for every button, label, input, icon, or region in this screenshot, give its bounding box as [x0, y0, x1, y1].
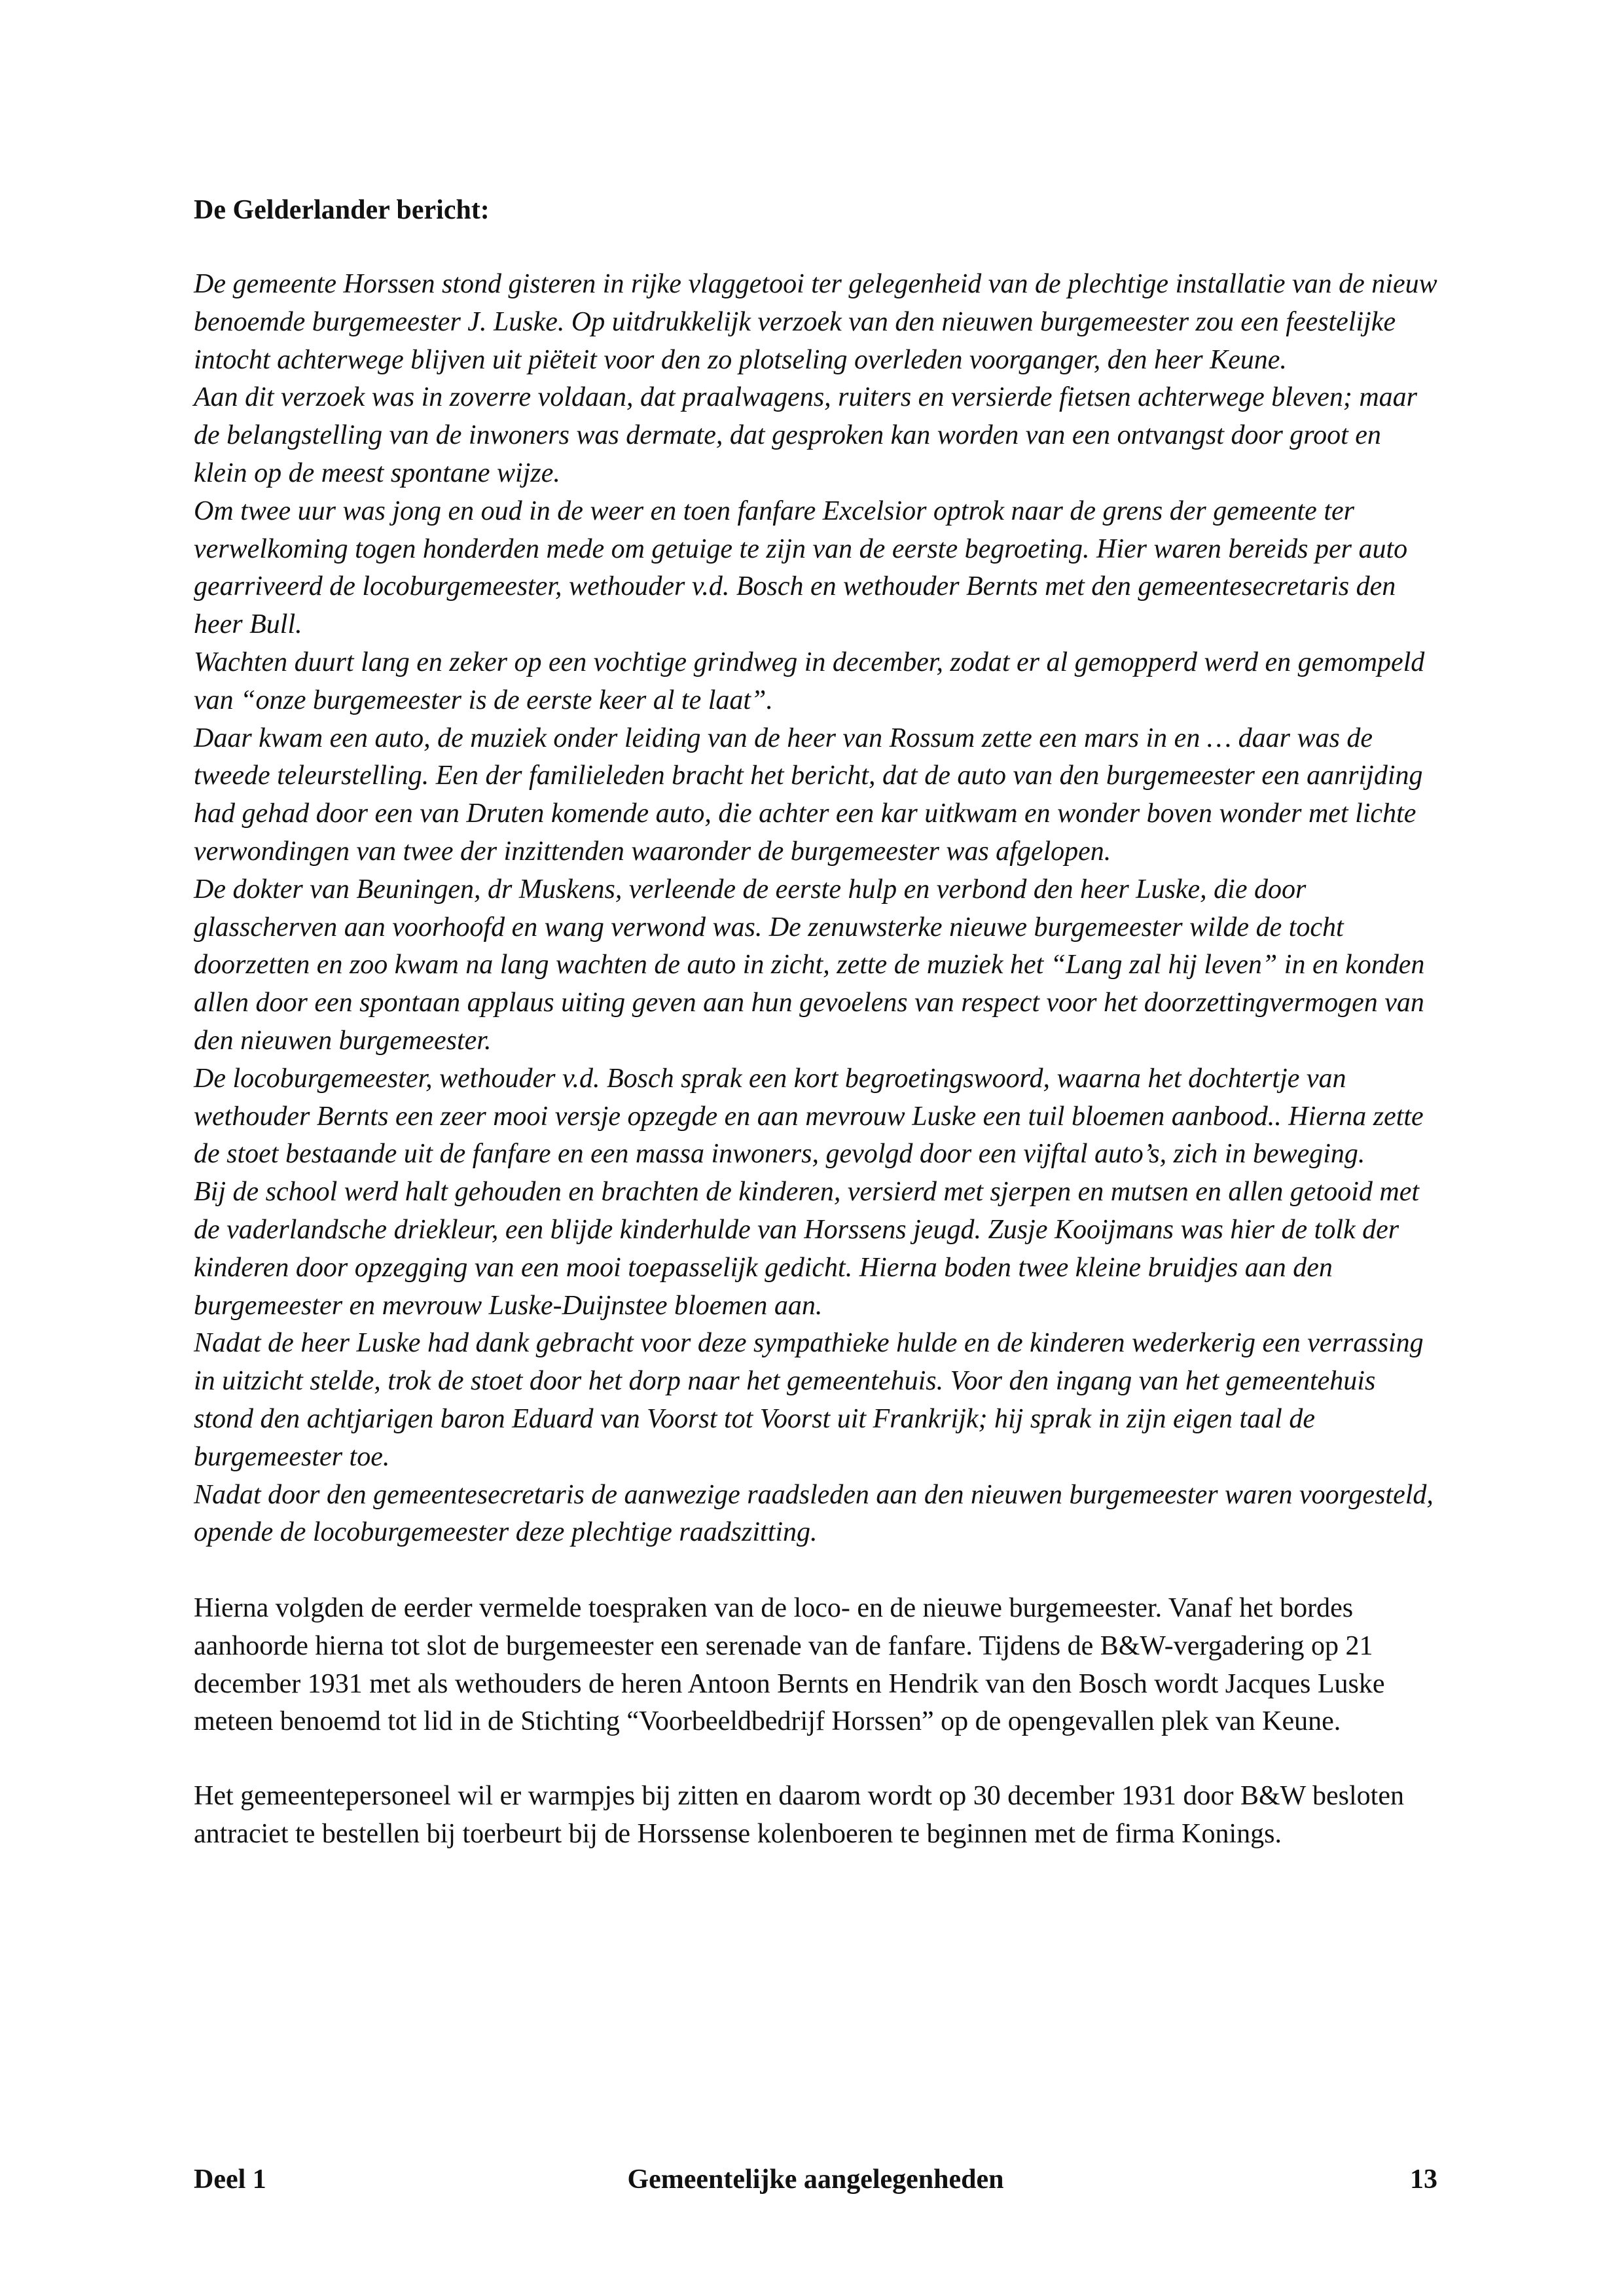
body-paragraph: Het gemeentepersoneel wil er warmpjes bij zitten en daarom wordt op 30 december 1931 door B&W besloten antraciet te bestellen bij toerbeurt bij de Horssense kolenboeren te beginnen met de firma Konings. — [194, 1781, 1404, 1850]
page-footer — [194, 2160, 1437, 2199]
body-paragraph: Hierna volgden de eerder vermelde toespraken van de loco- en de nieuwe burgemeester. Vanaf het bordes aanhoorde hierna tot slot de burgemeester een serenade van de fanfare. Tijdens de B&W-vergadering op 21 december 1931 met als wethouders de heren Antoon Bernts en Hendrik van den Bosch wordt Jacques Luske meteen benoemd tot lid in de Stichting “Voorbeeldbedrijf Horssen” op de opengevallen plek van Keune. — [194, 1593, 1385, 1737]
article-paragraph: Aan dit verzoek was in zoverre voldaan, dat praalwagens, ruiters en versierde fietsen achterwege bleven; maar de belangstelling van de inwoners was dermate, dat gesproken kan worden van een ontvangst door groot en klein op de meest spontane wijze. — [194, 382, 1418, 488]
article-paragraph: Daar kwam een auto, de muziek onder leiding van de heer van Rossum zette een mars in en … daar was de tweede teleurstelling. Een der familieleden bracht het bericht, dat de auto van den burgemeester een aanrijding had gehad door een van Druten komende auto, die achter een kar uitkwam en wonder boven wonder met lichte verwondingen van twee der inzittenden waaronder de burgemeester was afgelopen. — [194, 723, 1423, 867]
footer-part-label: Deel 1 — [194, 2164, 266, 2195]
page-heading: De Gelderlander bericht: — [194, 195, 490, 225]
article-paragraph: De dokter van Beuningen, dr Muskens, verleende de eerste hulp en verbond den heer Luske, die door glasscherven aan voorhoofd en wang verwond was. De zenuwsterke nieuwe burgemeester wilde de tocht doorzetten en zoo kwam na lang wachten de auto in zicht, zette de muziek het “Lang zal hij leven” in en konden allen door een spontaan applaus uiting geven aan hun gevoelens van respect voor het doorzettingvermogen van den nieuwen burgemeester. — [194, 874, 1425, 1056]
footer-page-number: 13 — [1410, 2164, 1437, 2195]
body-text — [194, 1590, 1437, 1854]
footer-chapter-title: Gemeentelijke aangelegenheden — [627, 2164, 1004, 2195]
page-content — [194, 191, 1437, 1890]
article-paragraph: Bij de school werd halt gehouden en brachten de kinderen, versierd met sjerpen en mutsen en allen getooid met de vaderlandsche driekleur, een blijde kinderhulde van Horssens jeugd. Zusje Kooijmans was hier de tolk der kinderen door opzegging van een mooi toepasselijk gedicht. Hierna boden twee kleine bruidjes aan den burgemeester en mevrouw Luske-Duijnstee bloemen aan. — [194, 1177, 1420, 1321]
article-paragraph: Om twee uur was jong en oud in de weer en toen fanfare Excelsior optrok naar de grens der gemeente ter verwelkoming togen honderden mede om getuige te zijn van de eerste begroeting. Hier waren bereids per auto gearriveerd de locoburgemeester, wethouder v.d. Bosch en wethouder Bernts met den gemeentesecretaris den heer Bull. — [194, 495, 1408, 640]
article-paragraph: Nadat de heer Luske had dank gebracht voor deze sympathieke hulde en de kinderen wederkerig een verrassing in uitzicht stelde, trok de stoet door het dorp naar het gemeentehuis. Voor den ingang van het gemeentehuis stond den achtjarigen baron Eduard van Voorst tot Voorst uit Frankrijk; hij sprak in zijn eigen taal de burgemeester toe. — [194, 1328, 1424, 1472]
article-paragraph: Nadat door den gemeentesecretaris de aanwezige raadsleden aan den nieuwen burgemeester waren voorgesteld, opende de locoburgemeester deze plechtige raadszitting. — [194, 1479, 1434, 1548]
newspaper-article — [194, 266, 1437, 1552]
article-paragraph: Wachten duurt lang en zeker op een vochtige grindweg in december, zodat er al gemopperd werd en gemompeld van “onze burgemeester is de eerste keer al te laat”. — [194, 647, 1425, 715]
article-paragraph: De locoburgemeester, wethouder v.d. Bosch sprak een kort begroetingswoord, waarna het dochtertje van wethouder Bernts een zeer mooi versje opzegde en aan mevrouw Luske een tuil bloemen aanbood.. Hierna zette de stoet bestaande uit de fanfare en een massa inwoners, gevolgd door een vijftal auto’s, zich in beweging. — [194, 1063, 1424, 1170]
article-paragraph: De gemeente Horssen stond gisteren in rijke vlaggetooi ter gelegenheid van de plechtige installatie van de nieuw benoemde burgemeester J. Luske. Op uitdrukkelijk verzoek van den nieuwen burgemeester zou een feestelijke intocht achterwege blijven uit piëteit voor den zo plotseling overleden voorganger, den heer Keune. — [194, 269, 1437, 375]
